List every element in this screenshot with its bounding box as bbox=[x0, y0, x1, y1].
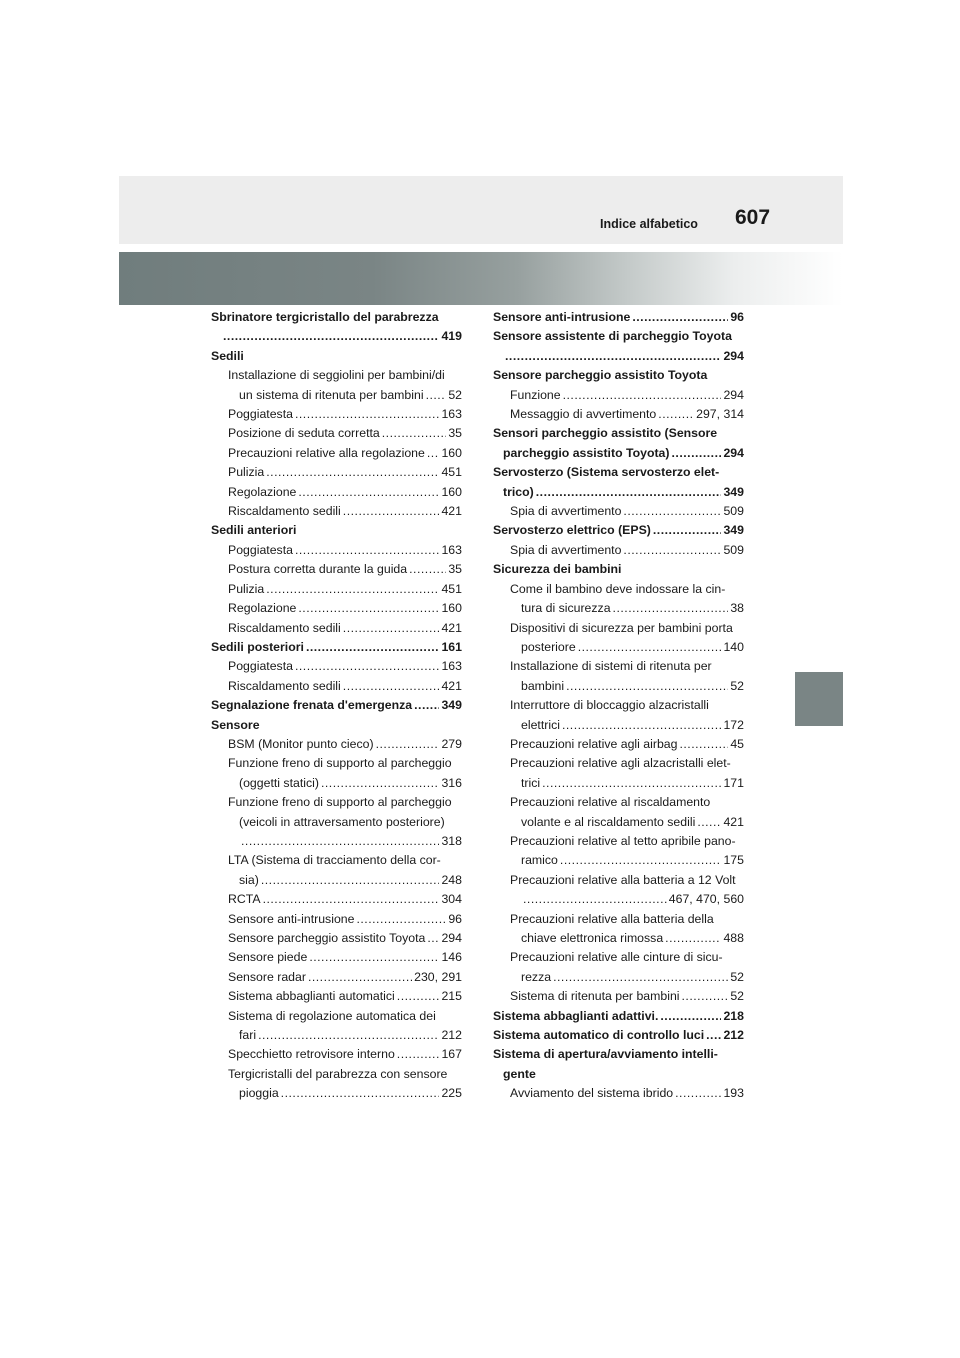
index-entry bbox=[493, 347, 744, 366]
leader-dots bbox=[675, 1084, 721, 1103]
index-entry bbox=[211, 987, 462, 1006]
index-entry-label: rezza bbox=[521, 969, 552, 984]
index-entry-label: Spia di avvertimento bbox=[510, 542, 622, 557]
index-page-ref: 35 bbox=[448, 426, 462, 441]
index-entry bbox=[493, 813, 744, 832]
index-page-ref: 52 bbox=[730, 989, 744, 1004]
index-entry bbox=[211, 774, 462, 793]
index-entry-label: BSM (Monitor punto cieco) bbox=[228, 736, 374, 751]
leader-dots bbox=[306, 638, 440, 657]
index-entry bbox=[211, 619, 462, 638]
index-heading: Sistema di apertura/avviamento intelli- bbox=[493, 1047, 718, 1062]
index-page-ref: 421 bbox=[441, 620, 462, 635]
index-page-ref: 163 bbox=[441, 407, 462, 422]
index-entry bbox=[493, 405, 744, 424]
index-entry-label: Pulizia bbox=[228, 581, 265, 596]
leader-dots bbox=[672, 444, 722, 463]
leader-dots bbox=[343, 502, 440, 521]
index-page-ref: 35 bbox=[448, 562, 462, 577]
leader-dots bbox=[263, 890, 440, 909]
index-entry bbox=[211, 463, 462, 482]
index-entry bbox=[211, 483, 462, 502]
index-page-ref: 294 bbox=[441, 931, 462, 945]
index-entry bbox=[493, 483, 744, 502]
index-entry bbox=[493, 638, 744, 657]
index-entry bbox=[493, 716, 744, 735]
index-entry bbox=[211, 580, 462, 599]
index-entry bbox=[493, 968, 744, 987]
index-page-ref: 279 bbox=[441, 736, 462, 751]
leader-dots bbox=[308, 968, 412, 987]
index-entry-label: Sensore parcheggio assistito Toyota bbox=[228, 931, 426, 945]
index-page-ref: 509 bbox=[723, 542, 744, 557]
leader-dots bbox=[309, 948, 439, 967]
leader-dots bbox=[697, 813, 721, 832]
leader-dots bbox=[682, 987, 729, 1006]
index-entry bbox=[211, 1026, 462, 1045]
leader-dots bbox=[706, 1026, 721, 1045]
index-entry bbox=[493, 677, 744, 696]
index-entry bbox=[493, 851, 744, 870]
index-entry-label: chiave elettronica rimossa bbox=[521, 931, 664, 945]
index-heading: Sbrinatore tergicristallo del parabrezza bbox=[211, 310, 439, 324]
index-page-ref: 248 bbox=[441, 872, 462, 887]
leader-dots bbox=[566, 677, 728, 696]
index-entry-label: Precauzioni relative agli airbag bbox=[510, 736, 678, 751]
index-page-ref: 161 bbox=[441, 639, 462, 654]
leader-dots bbox=[397, 987, 440, 1006]
index-entry bbox=[211, 677, 462, 696]
index-entry bbox=[211, 735, 462, 754]
index-page-ref: 140 bbox=[723, 639, 744, 654]
index-entry bbox=[211, 541, 462, 560]
index-entry-label: Sistema di ritenuta per bambini bbox=[510, 989, 680, 1004]
index-entry-label: Poggiatesta bbox=[228, 407, 293, 422]
index-entry-line: Precauzioni relative agli alzacristalli elet- bbox=[510, 756, 731, 771]
index-entry-label: trico) bbox=[503, 484, 534, 499]
index-entry bbox=[211, 638, 462, 657]
index-entry bbox=[493, 774, 744, 793]
index-entry-label: trici bbox=[521, 775, 541, 790]
index-entry bbox=[493, 1007, 744, 1026]
leader-dots bbox=[562, 716, 722, 735]
leader-dots bbox=[343, 677, 440, 696]
index-column-left bbox=[211, 308, 462, 1104]
index-page-ref: 163 bbox=[441, 542, 462, 557]
index-entry bbox=[211, 832, 462, 851]
index-page-ref: 52 bbox=[730, 969, 744, 984]
index-heading: Sensore assistente di parcheggio Toyota bbox=[493, 329, 732, 344]
leader-dots bbox=[623, 541, 721, 560]
index-entry bbox=[211, 424, 462, 443]
index-entry-label: fari bbox=[239, 1028, 257, 1043]
index-entry bbox=[211, 871, 462, 890]
index-page-ref: 421 bbox=[723, 814, 744, 829]
index-entry-line: Tergicristalli del parabrezza con sensore bbox=[228, 1066, 448, 1081]
index-page-ref: 212 bbox=[723, 1028, 744, 1043]
index-entry-line: Installazione di sistemi di ritenuta per bbox=[510, 659, 712, 674]
index-heading: Sedili bbox=[211, 348, 244, 363]
index-entry bbox=[211, 890, 462, 909]
index-entry-line: Dispositivi di sicurezza per bambini porta bbox=[510, 620, 733, 635]
index-entry bbox=[493, 735, 744, 754]
index-entry-label: Sensore radar bbox=[228, 969, 306, 984]
index-entry-label: pioggia bbox=[239, 1086, 279, 1101]
index-entry-label: RCTA bbox=[228, 892, 261, 907]
leader-dots bbox=[505, 347, 721, 366]
index-heading: Sedili anteriori bbox=[211, 523, 297, 538]
index-entry-label: Avviamento del sistema ibrido bbox=[510, 1086, 674, 1101]
index-entry bbox=[211, 948, 462, 967]
leader-dots bbox=[356, 910, 446, 929]
index-page-ref: 160 bbox=[441, 445, 462, 460]
leader-dots bbox=[298, 599, 439, 618]
index-page-ref: 318 bbox=[441, 833, 462, 848]
index-page-ref: 349 bbox=[723, 523, 744, 538]
leader-dots bbox=[563, 386, 722, 405]
index-heading: gente bbox=[503, 1066, 536, 1081]
index-entry bbox=[493, 929, 744, 948]
index-entry bbox=[493, 890, 744, 909]
leader-dots bbox=[427, 929, 439, 948]
index-entry-label: Poggiatesta bbox=[228, 659, 293, 674]
leader-dots bbox=[658, 405, 694, 424]
leader-dots bbox=[632, 308, 728, 327]
index-page-ref: 146 bbox=[441, 950, 462, 965]
leader-dots bbox=[660, 1007, 721, 1026]
leader-dots bbox=[376, 735, 440, 754]
index-entry-label: Sedili posteriori bbox=[211, 639, 304, 654]
index-page-ref: 45 bbox=[730, 736, 744, 751]
index-entry-label: Specchietto retrovisore interno bbox=[228, 1047, 395, 1062]
index-entry bbox=[211, 1084, 462, 1103]
index-entry bbox=[211, 696, 462, 715]
index-page-ref: 294 bbox=[723, 445, 744, 460]
index-entry-label: Precauzioni relative alla regolazione bbox=[228, 445, 425, 460]
index-entry-label: un sistema di ritenuta per bambini bbox=[239, 387, 424, 402]
index-page-ref: 349 bbox=[723, 484, 744, 499]
index-page-ref: 488 bbox=[723, 931, 744, 945]
index-entry-label: tura di sicurezza bbox=[521, 601, 611, 616]
leader-dots bbox=[679, 735, 728, 754]
index-entry bbox=[493, 444, 744, 463]
leader-dots bbox=[397, 1045, 440, 1064]
index-heading: Sensori parcheggio assistito (Sensore bbox=[493, 426, 718, 441]
index-entry-label: Riscaldamento sedili bbox=[228, 678, 341, 693]
section-thumb-tab bbox=[795, 672, 843, 726]
index-page-ref: 172 bbox=[723, 717, 744, 732]
leader-dots bbox=[613, 599, 729, 618]
index-entry-line: Precauzioni relative al riscaldamento bbox=[510, 795, 711, 810]
index-entry-label: Posizione di seduta corretta bbox=[228, 426, 380, 441]
leader-dots bbox=[542, 774, 721, 793]
index-heading: Sensore parcheggio assistito Toyota bbox=[493, 368, 708, 383]
index-entry-line: Funzione freno di supporto al parcheggio bbox=[228, 795, 452, 810]
index-page-ref: 96 bbox=[730, 310, 744, 324]
index-page-ref: 52 bbox=[730, 678, 744, 693]
index-entry-label: Pulizia bbox=[228, 465, 265, 480]
leader-dots bbox=[343, 619, 440, 638]
index-entry-label: Spia di avvertimento bbox=[510, 504, 622, 519]
index-entry-line: Precauzioni relative alla batteria della bbox=[510, 911, 714, 926]
index-page-ref: 230, 291 bbox=[414, 969, 462, 984]
index-page-ref: 218 bbox=[723, 1008, 744, 1023]
index-entry-label: ramico bbox=[521, 853, 558, 868]
index-entry-label: Regolazione bbox=[228, 601, 297, 616]
index-page-ref: 38 bbox=[730, 601, 744, 616]
index-entry bbox=[493, 386, 744, 405]
leader-dots bbox=[409, 560, 446, 579]
index-entry bbox=[493, 1026, 744, 1045]
index-entry-label: sia) bbox=[239, 872, 259, 887]
index-page-ref: 160 bbox=[441, 601, 462, 616]
index-page-ref: 419 bbox=[441, 329, 462, 344]
leader-dots bbox=[427, 444, 440, 463]
index-entry-label: Sensore anti-intrusione bbox=[493, 310, 631, 324]
index-entry bbox=[211, 327, 462, 346]
leader-dots bbox=[578, 638, 722, 657]
index-entry-label: parcheggio assistito Toyota) bbox=[503, 445, 670, 460]
index-entry-label: Funzione bbox=[510, 387, 561, 402]
index-page-ref: 349 bbox=[441, 698, 462, 713]
index-entry-line: LTA (Sistema di tracciamento della cor- bbox=[228, 853, 441, 868]
index-page-ref: 225 bbox=[441, 1086, 462, 1101]
index-entry bbox=[211, 405, 462, 424]
leader-dots bbox=[295, 405, 440, 424]
index-entry-label: Servosterzo elettrico (EPS) bbox=[493, 523, 651, 538]
index-page-ref: 304 bbox=[441, 892, 462, 907]
index-entry-label: elettrici bbox=[521, 717, 560, 732]
index-entry-label: posteriore bbox=[521, 639, 576, 654]
index-page-ref: 467, 470, 560 bbox=[668, 892, 744, 907]
index-entry bbox=[211, 502, 462, 521]
index-page-ref: 171 bbox=[723, 775, 744, 790]
index-page-ref: 421 bbox=[441, 678, 462, 693]
index-page-ref: 163 bbox=[441, 659, 462, 674]
leader-dots bbox=[523, 890, 667, 909]
leader-dots bbox=[295, 657, 440, 676]
leader-dots bbox=[298, 483, 439, 502]
index-page-ref: 212 bbox=[441, 1028, 462, 1043]
leader-dots bbox=[258, 1026, 439, 1045]
index-entry bbox=[493, 502, 744, 521]
leader-dots bbox=[382, 424, 447, 443]
leader-dots bbox=[281, 1084, 440, 1103]
leader-dots bbox=[653, 521, 722, 540]
index-entry-label: Sistema automatico di controllo luci bbox=[493, 1028, 705, 1043]
index-entry bbox=[493, 599, 744, 618]
index-entry-label: volante e al riscaldamento sedili bbox=[521, 814, 696, 829]
index-entry bbox=[493, 987, 744, 1006]
index-entry bbox=[211, 560, 462, 579]
index-entry-line: Sistema di regolazione automatica dei bbox=[228, 1008, 436, 1023]
index-entry-line: (veicoli in attraversamento posteriore) bbox=[239, 814, 445, 829]
index-entry-line: Funzione freno di supporto al parcheggio bbox=[228, 756, 452, 771]
index-entry bbox=[211, 929, 462, 948]
index-entry-label: Sistema abbaglianti adattivi. bbox=[493, 1008, 659, 1023]
leader-dots bbox=[261, 871, 440, 890]
index-entry bbox=[211, 599, 462, 618]
index-entry bbox=[211, 386, 462, 405]
index-entry bbox=[211, 657, 462, 676]
index-entry-line: Precauzioni relative al tetto apribile pano- bbox=[510, 833, 736, 848]
index-page-ref: 316 bbox=[441, 775, 462, 790]
index-page-ref: 451 bbox=[441, 465, 462, 480]
index-page-ref: 294 bbox=[723, 387, 744, 402]
index-entry-line: Interruttore di bloccaggio alzacristalli bbox=[510, 698, 709, 713]
index-entry-line: Precauzioni relative alle cinture di sicu- bbox=[510, 950, 723, 965]
index-entry-label: bambini bbox=[521, 678, 565, 693]
index-heading: Servosterzo (Sistema servosterzo elet- bbox=[493, 465, 720, 480]
index-entry-label: Regolazione bbox=[228, 484, 297, 499]
index-column-right bbox=[493, 308, 744, 1104]
index-entry-line: Precauzioni relative alla batteria a 12 Volt bbox=[510, 872, 736, 887]
index-entry-line: Come il bambino deve indossare la cin- bbox=[510, 581, 726, 596]
index-entry-label: Riscaldamento sedili bbox=[228, 504, 341, 519]
index-entry bbox=[493, 541, 744, 560]
leader-dots bbox=[560, 851, 722, 870]
index-entry-label: Sensore piede bbox=[228, 950, 308, 965]
leader-dots bbox=[223, 327, 439, 346]
leader-dots bbox=[426, 386, 447, 405]
index-entry-label: (oggetti statici) bbox=[239, 775, 319, 790]
index-entry-label: Messaggio di avvertimento bbox=[510, 407, 657, 422]
index-entry bbox=[493, 521, 744, 540]
leader-dots bbox=[553, 968, 728, 987]
leader-dots bbox=[295, 541, 440, 560]
index-page-ref: 421 bbox=[441, 504, 462, 519]
leader-dots bbox=[321, 774, 440, 793]
leader-dots bbox=[266, 463, 439, 482]
section-title: Indice alfabetico bbox=[600, 217, 698, 231]
index-entry-label: Sistema abbaglianti automatici bbox=[228, 989, 395, 1004]
index-heading: Sicurezza dei bambini bbox=[493, 562, 622, 577]
leader-dots bbox=[665, 929, 721, 948]
header-gradient-bar bbox=[119, 252, 843, 305]
page-number: 607 bbox=[735, 206, 771, 229]
index-heading: Sensore bbox=[211, 717, 260, 732]
index-page-ref: 175 bbox=[723, 853, 744, 868]
index-page-ref: 215 bbox=[441, 989, 462, 1004]
leader-dots bbox=[536, 483, 722, 502]
index-entry-label: Poggiatesta bbox=[228, 542, 293, 557]
index-page-ref: 167 bbox=[441, 1047, 462, 1062]
index-page-ref: 297, 314 bbox=[696, 407, 744, 422]
leader-dots bbox=[266, 580, 439, 599]
index-page-ref: 193 bbox=[723, 1086, 744, 1101]
index-entry bbox=[211, 444, 462, 463]
leader-dots bbox=[414, 696, 439, 715]
index-page-ref: 451 bbox=[441, 581, 462, 596]
index-entry bbox=[211, 1045, 462, 1064]
index-entry-label: Segnalazione frenata d'emergenza bbox=[211, 698, 413, 713]
index-entry-label: Postura corretta durante la guida bbox=[228, 562, 408, 577]
index-page-ref: 96 bbox=[448, 911, 462, 926]
index-entry-label: Sensore anti-intrusione bbox=[228, 911, 355, 926]
index-page-ref: 509 bbox=[723, 504, 744, 519]
index-page-ref: 294 bbox=[723, 348, 744, 363]
leader-dots bbox=[623, 502, 721, 521]
index-page-ref: 160 bbox=[441, 484, 462, 499]
leader-dots bbox=[241, 832, 439, 851]
index-entry bbox=[493, 308, 744, 327]
index-page-ref: 52 bbox=[448, 387, 462, 402]
index-entry bbox=[493, 1084, 744, 1103]
index-entry-line: Installazione di seggiolini per bambini/di bbox=[228, 368, 445, 383]
index-entry bbox=[211, 910, 462, 929]
index-entry-label: Riscaldamento sedili bbox=[228, 620, 341, 635]
index-entry bbox=[211, 968, 462, 987]
